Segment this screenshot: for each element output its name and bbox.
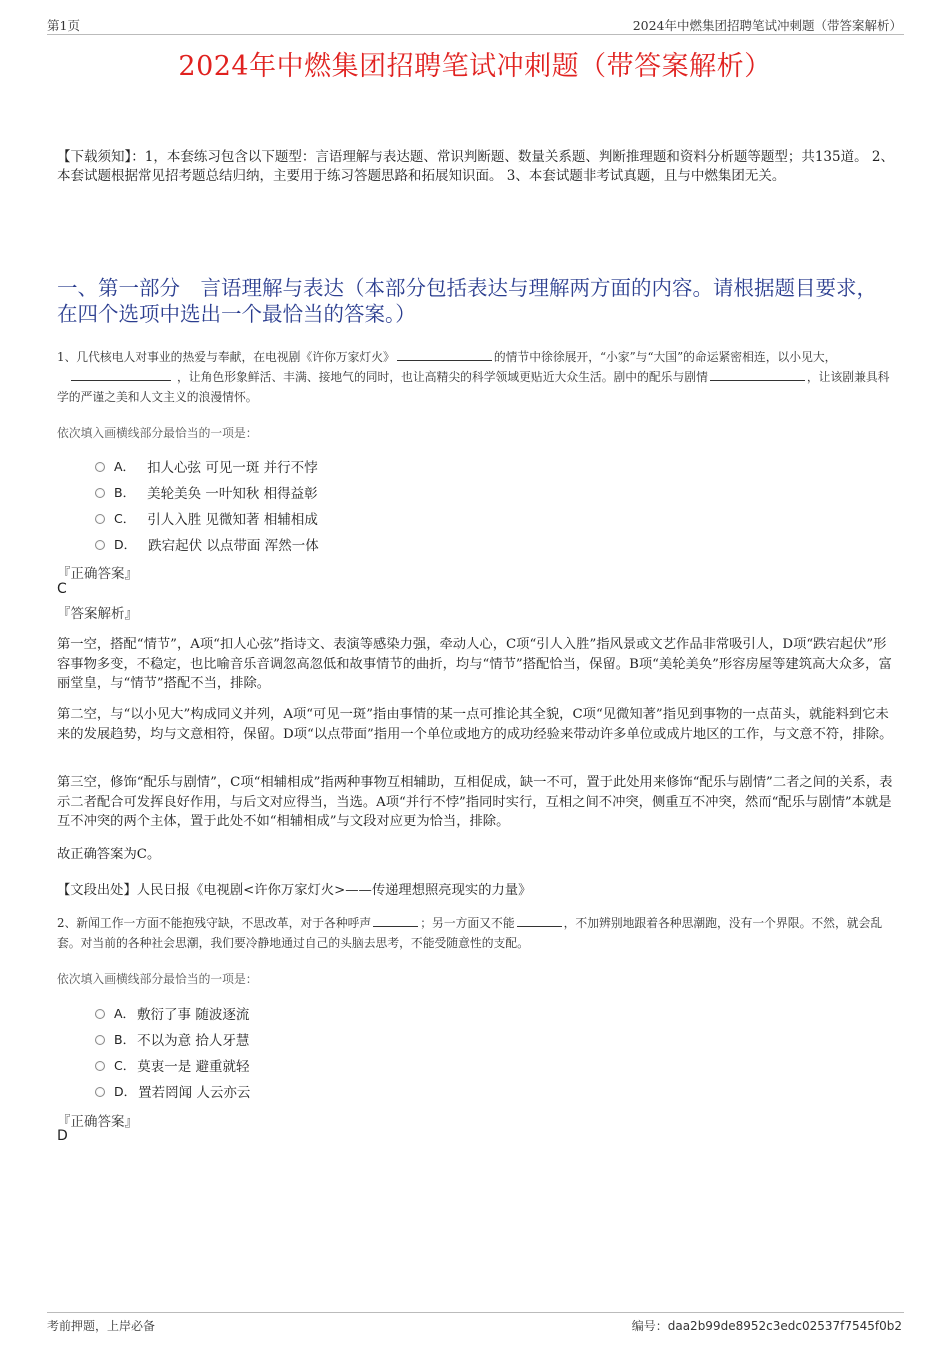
question-2-options xyxy=(95,1000,250,1104)
analysis-paragraph-2: 第二空，与“以小见大”构成同义并列，A项“可见一斑”指由事情的某一点可推论其全貌，C项“见微知著”指见到事物的一点苗头，就能料到它未来的发展趋势，均与文意相符，保留。D项“以点带面”指用一个单位或地方的成功经验来带动许多单位或成片地区的工作，与文意不符，排除。 xyxy=(57,707,893,742)
option-a[interactable]: A． 敷衍了事 随波逐流 xyxy=(95,1000,250,1026)
option-b[interactable]: B． 不以为意 拾人牙慧 xyxy=(95,1026,250,1052)
radio-icon[interactable] xyxy=(95,1035,105,1045)
option-c[interactable]: C． 引人入胜 见微知著 相辅相成 xyxy=(95,505,319,531)
option-a[interactable]: A． 扣人心弦 可见一斑 并行不悖 xyxy=(95,453,319,479)
analysis-label: 『答案解析』 xyxy=(57,606,138,622)
radio-icon[interactable] xyxy=(95,462,105,472)
fill-blank xyxy=(71,368,171,381)
radio-icon[interactable] xyxy=(95,540,105,550)
footer-slogan: 考前押题，上岸必备 xyxy=(47,1319,156,1333)
analysis-paragraph-1: 第一空，搭配“情节”，A项“扣人心弦”指诗文、表演等感染力强，牵动人心，C项“引人入胜”指风景或文艺作品非常吸引人，D项“跌宕起伏”形容事物多变，不稳定，也比喻音乐音调忽高忽低和故事情节的曲折，均与“情节”搭配恰当，保留。B项“美轮美奂”形容房屋等建筑高大众多，富丽堂皇，与“情节”搭配不当，排除。 xyxy=(57,637,892,691)
analysis-conclusion: 故正确答案为C。 xyxy=(57,847,161,862)
document-title: 2024年中燃集团招聘笔试冲刺题（带答案解析） xyxy=(178,51,772,82)
radio-icon[interactable] xyxy=(95,514,105,524)
download-notice: 【下载须知】：1，本套练习包含以下题型：言语理解与表达题、常识判断题、数量关系题、判断推理题和资料分析题等题型；共135道。 2、本套试题根据常见招考题总结归纳，主要用于练习答题思路和拓展知识面。 3、本套试题非考试真题，且与中燃集团无关。 xyxy=(57,149,894,184)
page-number: 第1页 xyxy=(47,18,80,33)
question-1-options xyxy=(95,453,319,557)
radio-icon[interactable] xyxy=(95,1061,105,1071)
passage-source: 【文段出处】人民日报《电视剧<许你万家灯火>——传递理想照亮现实的力量》 xyxy=(57,883,532,898)
correct-answer-label: 『正确答案』 xyxy=(57,566,138,582)
option-d[interactable]: D． 置若罔闻 人云亦云 xyxy=(95,1078,250,1104)
question-2-stem: 2、新闻工作一方面不能抱残守缺，不思改革，对于各种呼声 ；另一方面又不能 ，不加辨别地跟着各种思潮跑，没有一个界限。不然，就会乱套。对当前的各种社会思潮，我们要冷静地通过自己的头脑去思考，不能受随意性的支配。 xyxy=(57,916,883,950)
option-c[interactable]: C． 莫衷一是 避重就轻 xyxy=(95,1052,250,1078)
question-1-instruction: 依次填入画横线部分最恰当的一项是： xyxy=(57,426,258,440)
correct-answer-label: 『正确答案』 xyxy=(57,1114,138,1130)
fill-blank xyxy=(397,348,492,361)
page-header xyxy=(47,14,904,35)
radio-icon[interactable] xyxy=(95,1009,105,1019)
radio-icon[interactable] xyxy=(95,488,105,498)
footer-code: 编号：daa2b99de8952c3edc02537f7545f0b2 xyxy=(631,1319,902,1333)
correct-answer-value: C xyxy=(57,581,67,597)
question-1-stem: 1、几代核电人对事业的热爱与奉献，在电视剧《许你万家灯火》 的情节中徐徐展开，“小家”与“大国”的命运紧密相连，以小见大，，让角色形象鲜活、丰满、接地气的同时，也让高精尖的科学领域更贴近大众生活。剧中的配乐与剧情 ，让该剧兼具科学的严谨之美和人文主义的浪漫情怀。 xyxy=(57,350,890,404)
radio-icon[interactable] xyxy=(95,1087,105,1097)
option-b[interactable]: B． 美轮美奂 一叶知秋 相得益彰 xyxy=(95,479,319,505)
fill-blank xyxy=(517,914,562,927)
section-heading: 一、第一部分 言语理解与表达（本部分包括表达与理解两方面的内容。请根据题目要求，在四个选项中选出一个最恰当的答案。） xyxy=(57,276,877,326)
page-footer xyxy=(47,1312,904,1335)
fill-blank xyxy=(373,914,418,927)
option-d[interactable]: D． 跌宕起伏 以点带面 浑然一体 xyxy=(95,531,319,557)
analysis-paragraph-3: 第三空，修饰“配乐与剧情”，C项“相辅相成”指两种事物互相辅助，互相促成，缺一不可，置于此处用来修饰“配乐与剧情”二者之间的关系，表示二者配合可发挥良好作用，与后文对应得当，当选。A项“并行不悖”指同时实行，互相之间不冲突，侧重互不冲突，然而“配乐与剧情”本就是互不冲突的两个主体，置于此处不如“相辅相成”与文段对应更为恰当，排除。 xyxy=(57,775,893,829)
question-2-instruction: 依次填入画横线部分最恰当的一项是： xyxy=(57,972,258,986)
fill-blank xyxy=(710,368,805,381)
header-doc-title: 2024年中燃集团招聘笔试冲刺题（带答案解析） xyxy=(632,18,902,33)
correct-answer-value: D xyxy=(57,1128,68,1144)
